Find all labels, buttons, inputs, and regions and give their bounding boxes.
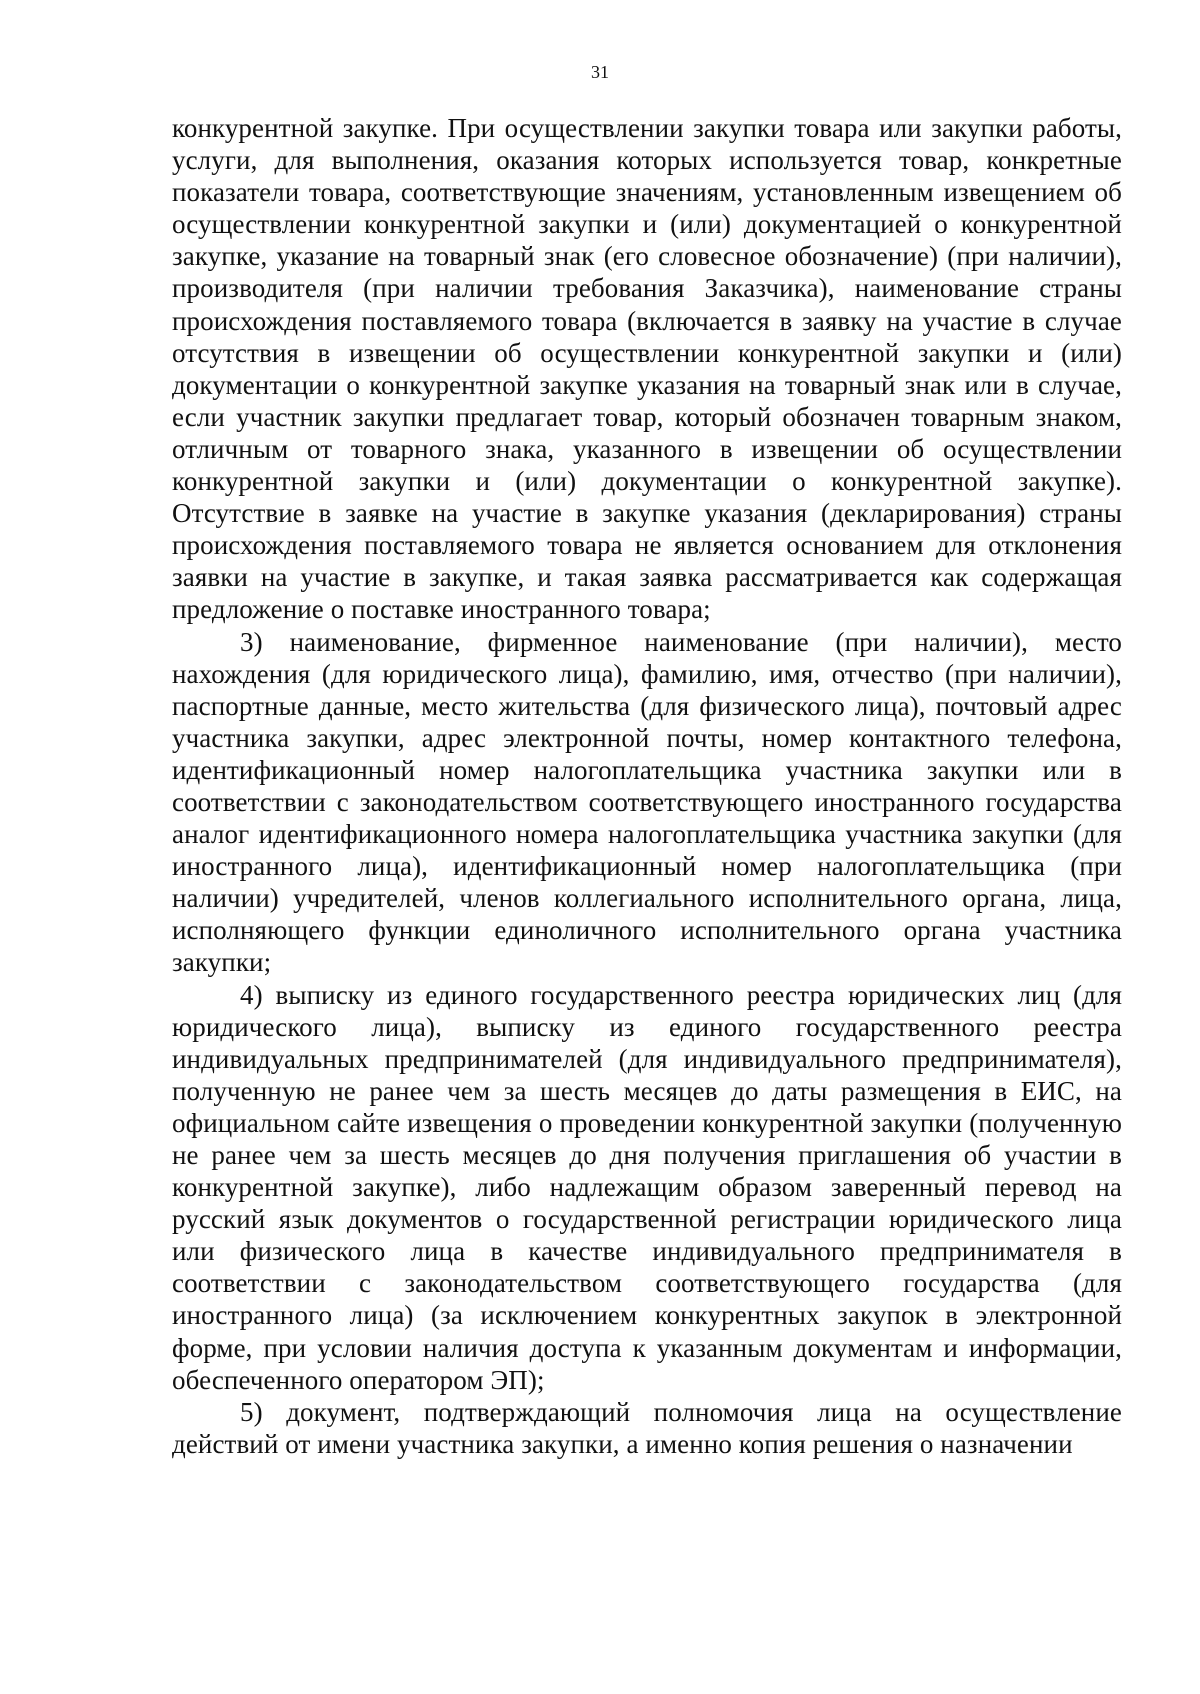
paragraph-continuation: конкурентной закупке. При осуществлении закупки товара или закупки работы, услуги, для выполнения, оказания которых используется товар, конкретные показатели товара, соответствующие значениям, установленным извещением об осуществлении конкурентной закупки и (или) документацией о конкурентной закупке, указание на товарный знак (его словесное обозначение) (при наличии), производителя (при наличии требования Заказчика), наименование страны происхождения поставляемого товара (включается в заявку на участие в случае отсутствия в извещении об осуществлении конкурентной закупки и (или) документации о конкурентной закупке указания на товарный знак или в случае, если участник закупки предлагает товар, который обозначен товарным знаком, отличным от товарного знака, указанного в извещении об осуществлении конкурентной закупки и (или) документации о конкурентной закупке). Отсутствие в заявке на участие в закупке указания (декларирования) страны происхождения поставляемого товара не является основанием для отклонения заявки на участие в закупке, и такая заявка рассматривается как содержащая предложение о поставке иностранного товара; <box>172 113 1122 625</box>
paragraph-item-3: 3) наименование, фирменное наименование (при наличии), место нахождения (для юридического лица), фамилию, имя, отчество (при наличии), паспортные данные, место жительства (для физического лица), почтовый адрес участника закупки, адрес электронной почты, номер контактного телефона, идентификационный номер налогоплательщика участника закупки или в соответствии с законодательством соответствующего иностранного государства аналог идентификационного номера налогоплательщика участника закупки (для иностранного лица), идентификационный номер налогоплательщика (при наличии) учредителей, членов коллегиального исполнительного органа, лица, исполняющего функции единоличного исполнительного органа участника закупки; <box>172 626 1122 978</box>
document-body <box>172 112 1122 1460</box>
page-number: 31 <box>591 62 609 82</box>
paragraph-item-5: 5) документ, подтверждающий полномочия лица на осуществление действий от имени участника закупки, а именно копия решения о назначении <box>172 1396 1122 1459</box>
paragraph-item-4: 4) выписку из единого государственного реестра юридических лиц (для юридического лица), выписку из единого государственного реестра индивидуальных предпринимателей (для индивидуального предпринимателя), полученную не ранее чем за шесть месяцев до даты размещения в ЕИС, на официальном сайте извещения о проведении конкурентной закупки (полученную не ранее чем за шесть месяцев до дня получения приглашения об участии в конкурентной закупке), либо надлежащим образом заверенный перевод на русский язык документов о государственной регистрации юридического лица или физического лица в качестве индивидуального предпринимателя в соответствии с законодательством соответствующего государства (для иностранного лица) (за исключением конкурентных закупок в электронной форме, при условии наличия доступа к указанным документам и информации, обеспеченного оператором ЭП); <box>172 979 1122 1395</box>
